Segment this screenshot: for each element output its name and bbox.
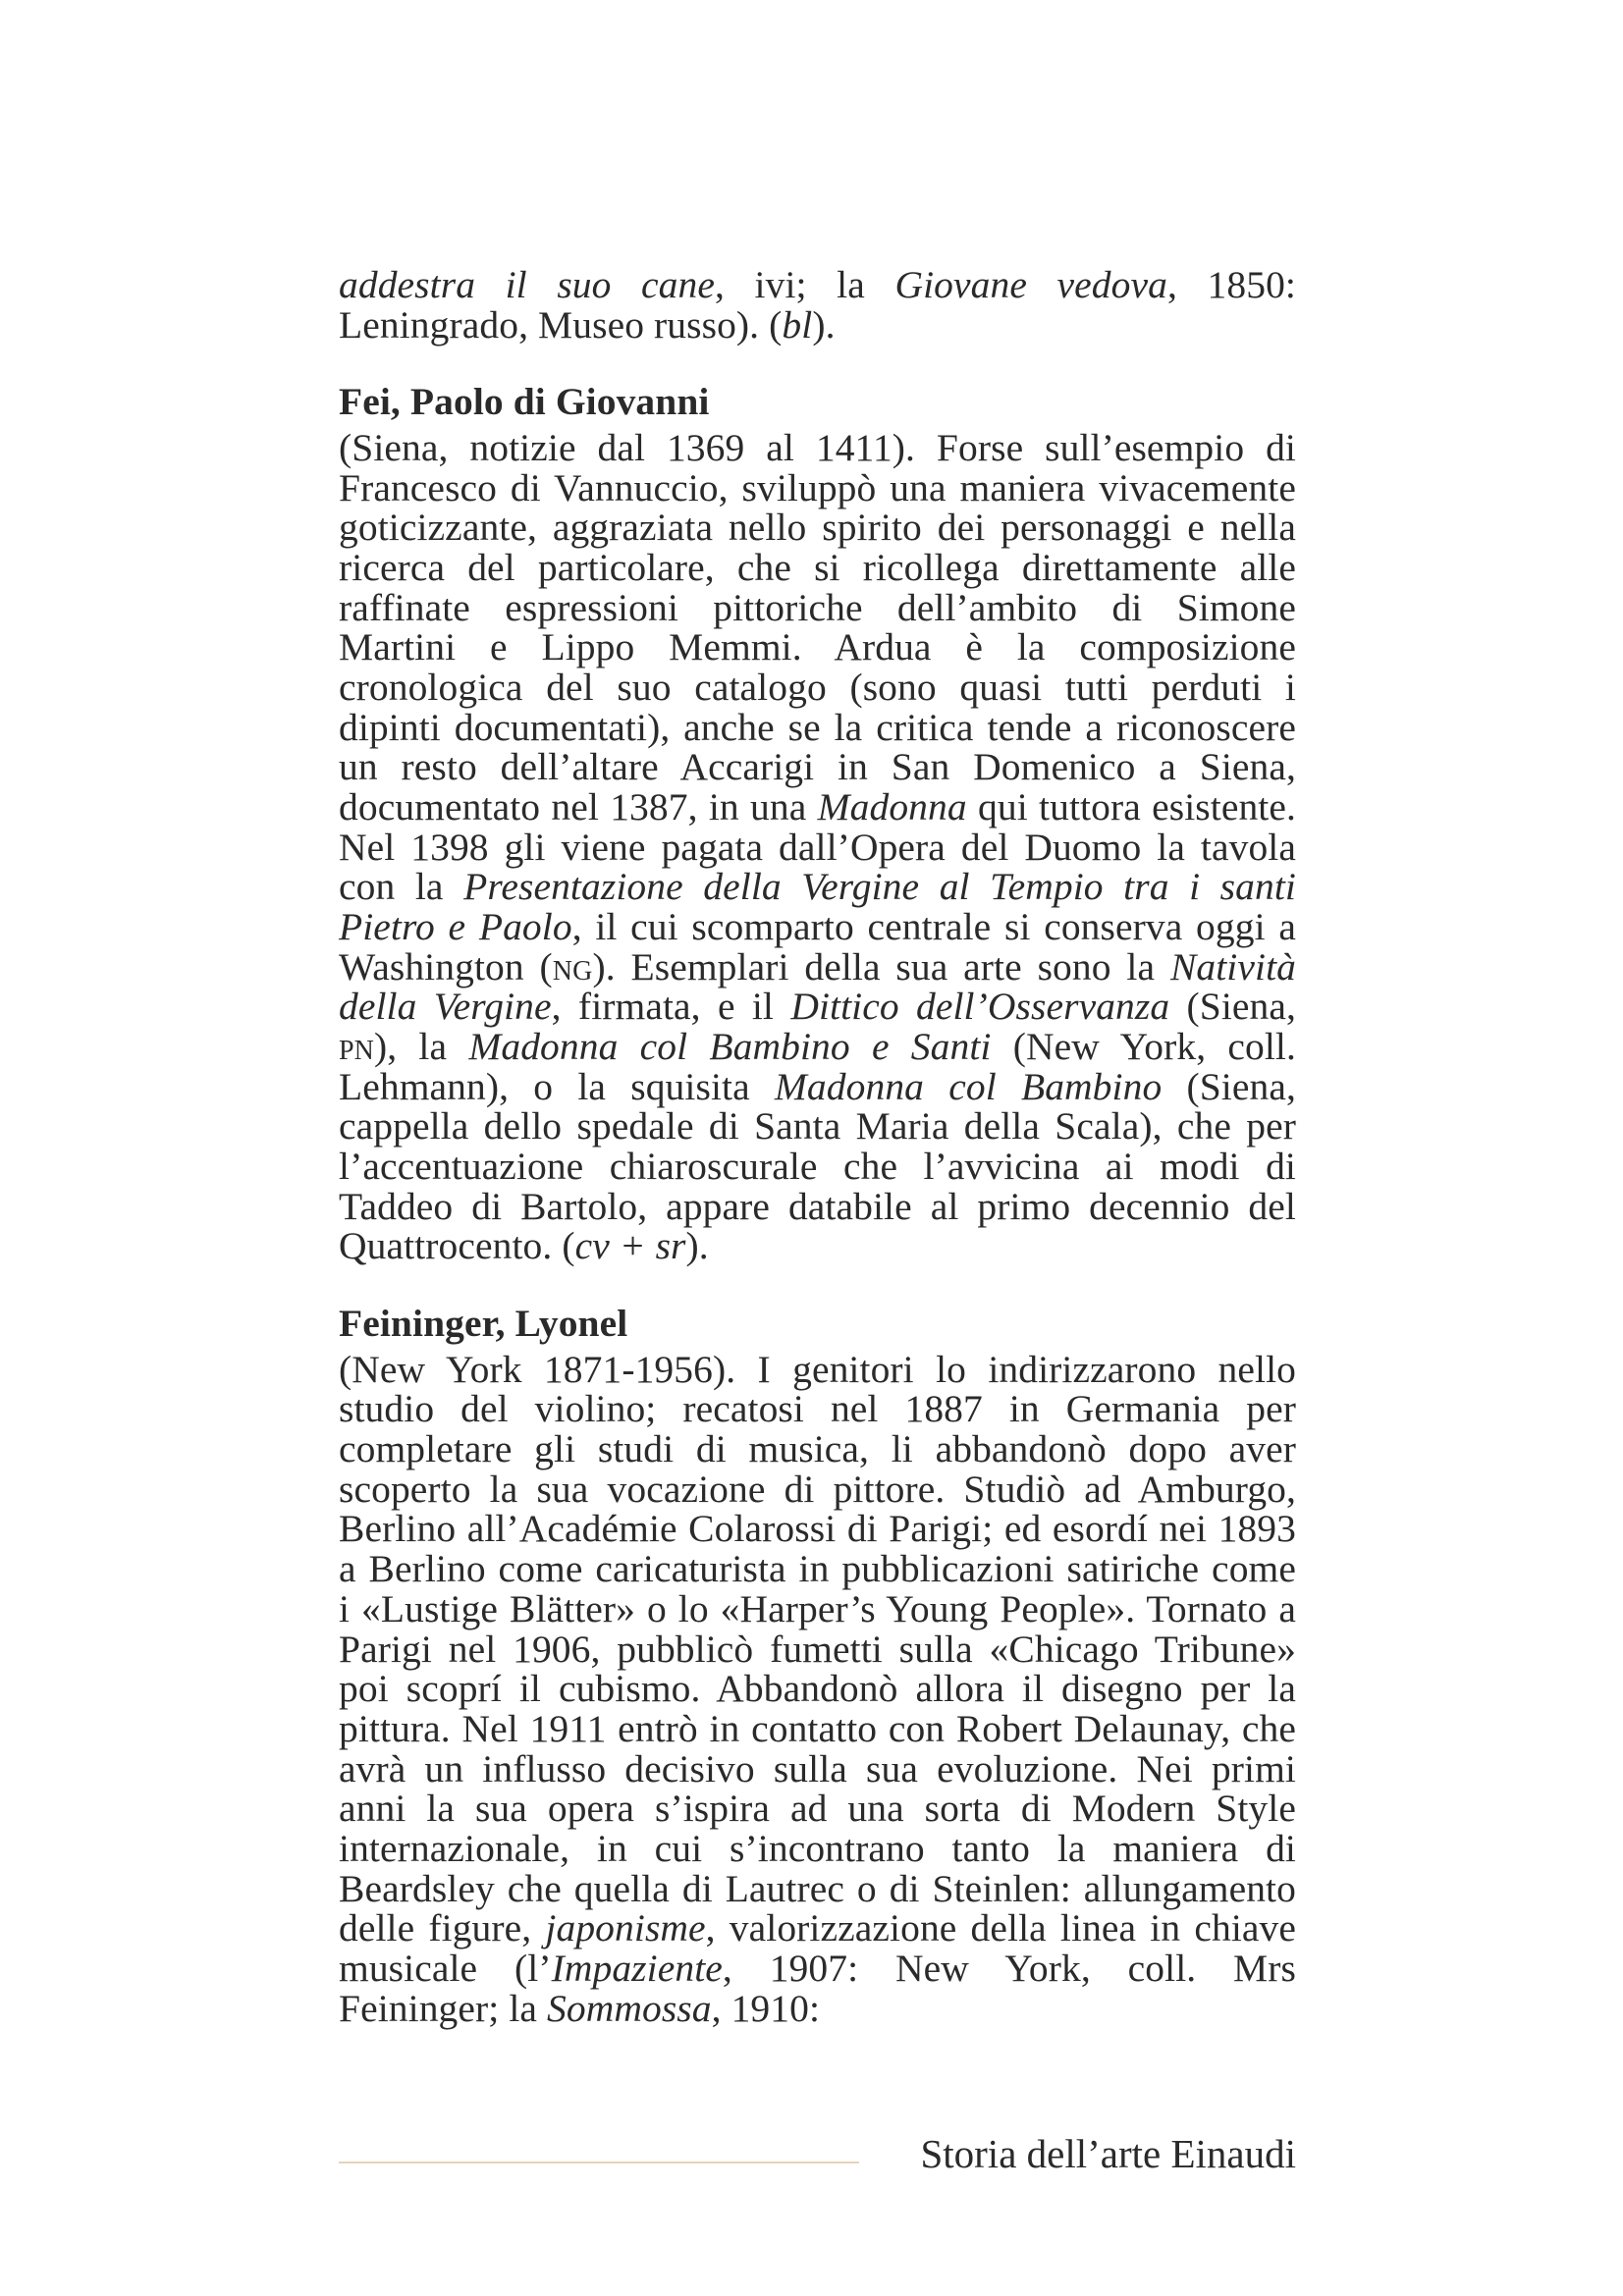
author-initials: bl — [782, 302, 813, 347]
entry-heading-feininger: Feininger, Lyonel — [339, 1302, 628, 1346]
italic-title: Madonna col Bambino e Santi — [468, 1025, 992, 1069]
main-text-column — [339, 265, 1296, 2028]
italic-title: Natività della Vergine — [339, 944, 1297, 1029]
footer-title: Storia dell’arte Einaudi — [920, 2131, 1296, 2176]
entry-body-feininger: (New York 1871-1956). I genitori lo indirizzarono nello studio del violino; recatosi nel 1887 in Germania per completare gli studi di musica, li abbandonò dopo aver scoperto la sua vocazione di pittore. Studiò ad Amburgo, Berlino all’Académie Colarossi di Parigi; ed esordí nei 1893 a Berlino come caricaturista in pubblicazioni satiriche come i «Lustige Blätter» o lo «Harper’s Young People». Tornato a Parigi nel 1906, pubblicò fumetti sulla «Chicago Tribune» poi scoprí il cubismo. Abbandonò allora il disegno per la pittura. Nel 1911 entrò in contatto con Robert Delaunay, che avrà un influsso decisivo sulla sua evoluzione. Nei primi anni la sua opera s’ispira ad una sorta di Modern Style internazionale, in cui s’incontrano tanto la maniera di Beardsley che quella di Lautrec o di Steinlen: allungamento delle figure, japonisme, valorizzazione della linea in chiave musicale (l’Impaziente, 1907: New York, coll. Mrs Feininger; la Sommossa, 1910: — [339, 1347, 1297, 2030]
footer-rule — [339, 2162, 859, 2163]
entry-heading-fei: Fei, Paolo di Giovanni — [339, 380, 710, 424]
italic-title: Giovane vedova — [894, 263, 1167, 306]
museum-abbrev: pn — [339, 1025, 374, 1069]
author-initials: cv + sr — [574, 1224, 686, 1268]
entry-fei — [339, 382, 1296, 1266]
italic-title: addestra il suo cane — [339, 263, 716, 306]
entry-body-fei: (Siena, notizie dal 1369 al 1411). Forse sull’esempio di Francesco di Vannuccio, sviluppò una maniera vivacemente goticizzante, aggraziata nello spirito dei personaggi e nella ricerca del particolare, che si ricollega direttamente alle raffinate espressioni pittoriche dell’ambito di Simone Martini e Lippo Memmi. Ardua è la composizione cronologica del suo catalogo (sono quasi tutti perduti i dipinti documentati), anche se la critica tende a riconoscere un resto dell’altare Accarigi in San Domenico a Siena, documentato nel 1387, in una Madonna qui tuttora esistente. Nel 1398 gli viene pagata dall’Opera del Duomo la tavola con la Presentazione della Vergine al Tempio tra i santi Pietro e Paolo, il cui scomparto centrale si conserva oggi a Washington (ng). Esemplari della sua arte sono la Natività della Vergine, firmata, e il Dittico dell’Osservanza (Siena, pn), la Madonna col Bambino e Santi (New York, coll. Lehmann), o la squisita Madonna col Bambino (Siena, cappella dello spedale di Santa Maria della Scala), che per l’accentuazione chiaroscurale che l’avvicina ai modi di Taddeo di Bartolo, appare databile al primo decennio del Quattrocento. (cv + sr). — [339, 426, 1297, 1268]
italic-title: Sommossa — [547, 1986, 712, 2030]
italic-title: Impaziente — [551, 1946, 723, 1990]
page-footer — [339, 2130, 1296, 2189]
italic-title: Madonna — [817, 785, 967, 829]
intro-paragraph: addestra il suo cane, ivi; la Giovane vedova, 1850: Leningrado, Museo russo). (bl). — [339, 263, 1296, 347]
entry-feininger — [339, 1304, 1296, 2028]
italic-title: Dittico dell’Osservanza — [790, 985, 1170, 1029]
italic-term: japonisme — [545, 1906, 706, 1950]
museum-abbrev: ng — [552, 944, 593, 988]
italic-title: Presentazione della Vergine al Tempio tra i santi Pietro e Paolo — [339, 865, 1296, 949]
italic-title: Madonna col Bambino — [774, 1064, 1163, 1108]
